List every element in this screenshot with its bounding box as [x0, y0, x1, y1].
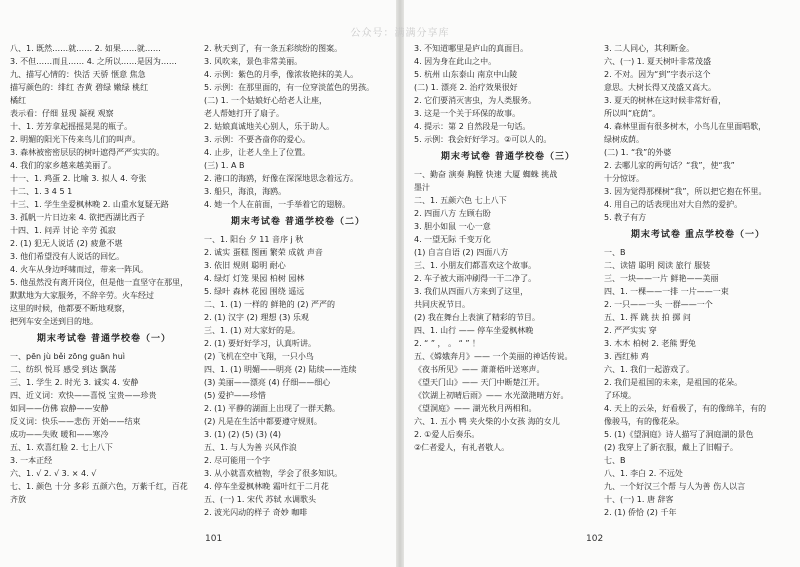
answer-line: (三) 1. A B — [204, 161, 245, 170]
answer-line: 八、1. 既然……就…… 2. 如果……就…… — [10, 44, 161, 53]
answer-line: 3. 他们希望没有人说话的回忆。 — [10, 252, 125, 261]
answer-line: 十一、1. 鸡蛋 2. 比喻 3. 拟人 4. 夸张 — [10, 174, 147, 183]
answer-line: 一、勤奋 演奏 胸膛 快速 大厦 蜘蛛 挑战 — [414, 170, 558, 179]
answer-line: 3. 木木 柏树 2. 老熊 野兔 — [604, 339, 696, 348]
answer-line: 2. 不对。因为“到”字表示这个 — [604, 70, 711, 79]
answer-line: 表示看：仔细 显现 凝视 观察 — [10, 109, 114, 118]
answer-line: 3. 这是一个关于环保的故事。 — [414, 109, 521, 118]
answer-line: 2. 明媚的阳光下传来鸟儿们的叫声。 — [10, 135, 141, 144]
answer-line: 2. ①爱人后奏乐。 — [414, 430, 480, 439]
answer-line: 十、(一) 1. 唐 辞客 — [604, 495, 674, 504]
answer-line: 如同——仿佛 寂静——安静 — [10, 404, 109, 413]
answer-line: 3. 依旧 规则 聪明 耐心 — [204, 261, 286, 270]
answer-line: 3. 西红柿 鸡 — [604, 352, 649, 361]
answer-line: 反义词：快乐——悲伤 开始——结束 — [10, 417, 141, 426]
answer-line: 七、B — [604, 456, 626, 465]
answer-line: 八、1. 李白 2. 不远处 — [604, 469, 683, 478]
answer-line: 四、1. 山行 —— 停车坐爱枫林晚 — [414, 326, 534, 335]
answer-line: 4. 止步，让老人坐上了位置。 — [204, 148, 311, 157]
answer-line: 成功——失败 暖和——寒冷 — [10, 430, 109, 439]
answer-line: 二、1. (1) 一样的 鲜艳的 (2) 严严的 — [204, 300, 336, 309]
answer-line: 4. 绿灯 灯笼 果园 柏树 园林 — [204, 274, 305, 283]
answer-line: 五、《嫦娥奔月》—— 一个美丽的神话传说。 — [414, 352, 573, 361]
answer-line: 2. 我们是祖国的未来，是祖国的花朵。 — [604, 378, 743, 387]
answer-line: 绿树成荫。 — [604, 135, 644, 144]
answer-line: (二) 1. 漂亮 2. 治疗效果很好 — [414, 83, 518, 92]
answer-line: 2. (1) 犯无人说话 (2) 疲惫不堪 — [10, 239, 123, 248]
page-number-right: 102 — [586, 534, 604, 544]
answer-line: 2. (1) 汉字 (2) 理想 (3) 乐观 — [204, 313, 309, 322]
answer-line: 2. 它们要消灭害虫，为人类服务。 — [414, 96, 537, 105]
answer-line: 5. 杭州 山东泰山 南京中山陵 — [414, 70, 518, 79]
answer-line: 5. 教子有方 — [604, 213, 647, 222]
answer-column-2 — [204, 42, 392, 519]
answer-line: 一、1. 阳台 夕 11 音序 j 秋 — [204, 235, 304, 244]
answer-line: 3. 胆小如鼠 一心一意 — [414, 222, 491, 231]
answer-line: 2. 波光闪动的样子 奇妙 咖啡 — [204, 508, 308, 517]
answer-line: (二) 1. 一个姑娘好心给老人让座， — [204, 96, 327, 105]
answer-line: 《夜书所见》—— 萧萧梧叶送寒声。 — [414, 365, 545, 374]
answer-line: 3. 船只，海浪，海鸥。 — [204, 187, 287, 196]
section-heading: 期末考试卷 重点学校卷（一） — [630, 230, 766, 240]
answer-line: 4. 火车从身边呼啸而过，带来一阵风。 — [10, 265, 149, 274]
answer-line: 4. 因为身在此山之中。 — [414, 57, 497, 66]
answer-line: 2. 一只——一头 一群——一个 — [604, 300, 713, 309]
answer-line: 4. 示例：紫色的月季，像浓妆艳抹的美人。 — [204, 70, 359, 79]
answer-line: 齐放 — [10, 495, 26, 504]
answer-line: 《望洞庭》—— 湖光秋月两相和。 — [414, 404, 537, 413]
answer-line: 3. 夏天的树林在这时候非常好看， — [604, 96, 727, 105]
answer-line: 九、一个好汉三个帮 与人为善 伤人以言 — [604, 482, 746, 491]
answer-line: (2) 飞机在空中飞翔，一只小鸟 — [204, 352, 314, 361]
answer-column-1 — [10, 42, 198, 506]
answer-line: 4. 一望无际 千变万化 — [414, 235, 491, 244]
book-gutter — [396, 0, 404, 567]
answer-line: 3. 孤帆一片日边来 4. 欲把西湖比西子 — [10, 213, 145, 222]
answer-line: 六、(一) 1. 夏天树叶非常茂盛 — [604, 57, 711, 66]
answer-line: 3. 不知道哪里是庐山的真面目。 — [414, 44, 529, 53]
answer-line: 3. 不但……而且…… 4. 之所以……是因为…… — [10, 57, 177, 66]
answer-line: 3. 一本正经 — [10, 456, 53, 465]
answer-line: 5. 绿叶 森林 花园 围绕 遥远 — [204, 287, 305, 296]
answer-line: 2. 严严实实 穿 — [604, 326, 657, 335]
answer-line: 三、1. (1) 对大家好的是。 — [204, 326, 301, 335]
answer-line: 十分惊讶。 — [604, 174, 644, 183]
answer-line: 把列车安全送到目的地。 — [10, 317, 98, 326]
answer-line: (二) 1. “我”的外婆 — [604, 148, 672, 157]
answer-line: 3. 我们从四面八方来到了这里， — [414, 287, 529, 296]
answer-line: 十四、1. 问弄 讨论 辛劳 孤寂 — [10, 226, 116, 235]
answer-line: 5. 他虽然没有离开岗位，但是他一直坚守在那里， — [10, 278, 189, 287]
answer-line: 描写颜色的：绯红 杏黄 碧绿 嫩绿 桃红 — [10, 83, 149, 92]
answer-line: 4. 森林里面有很多树木，小鸟儿在里面唱歌， — [604, 122, 767, 131]
answer-line: 像骏马，有的像花朵。 — [604, 417, 684, 426]
answer-column-4 — [604, 42, 792, 519]
answer-line: 3. 森林被密密层层的树叶遮得严严实实的。 — [10, 148, 165, 157]
answer-line: 五、1. 欢喜红脸 2. 七上八下 — [10, 443, 113, 452]
answer-line: (3) 美丽——漂亮 (4) 仔细——细心 — [204, 378, 331, 387]
answer-line: ②仁者爱人，有礼者敬人。 — [414, 443, 510, 452]
answer-line: 墨汁 — [414, 183, 430, 192]
answer-line: 4. 天上的云朵，好看极了，有的像绵羊，有的 — [604, 404, 767, 413]
answer-line: 2. 去哪儿家的两句话？“我”，使“我” — [604, 161, 735, 170]
answer-line: 六、1. 我们一起游戏了。 — [604, 365, 695, 374]
answer-line: 3. 因为觉得那棵树“我”，所以把它抱在怀里。 — [604, 187, 767, 196]
answer-line: 默默地为大家服务，不辞辛劳。火车经过 — [10, 291, 154, 300]
answer-line: 4. 她一个人在前面，一手举着它的翅膀。 — [204, 200, 351, 209]
answer-line: 《饮湖上初晴后雨》—— 水光潋滟晴方好。 — [414, 391, 569, 400]
watermark: 公众号：满满分享库 — [350, 28, 450, 39]
answer-line: 六、1. 五小 鸭 夹火柴的小女孩 海的女儿 — [414, 417, 560, 426]
answer-line: 5. (1)《望洞庭》诗人描写了洞庭湖的景色 — [604, 430, 754, 439]
answer-column-3 — [414, 42, 602, 454]
answer-line: 5. 示例：我会好好学习。②可以人的。 — [414, 135, 552, 144]
page-number-left: 101 — [205, 534, 223, 544]
answer-line: 二、纺织 悦耳 感受 到达 飘荡 — [10, 365, 117, 374]
answer-line: 《望天门山》—— 天门中断楚江开。 — [414, 378, 545, 387]
answer-line: 二、读错 聪明 阅读 旅行 服装 — [604, 261, 711, 270]
answer-line: 四、1. (1) 明媚——明亮 (2) 陆续——连续 — [204, 365, 357, 374]
answer-line: 2. 秋天到了，有一条五彩缤纷的图案。 — [204, 44, 343, 53]
answer-line: 4. 停车坐爱枫林晚 霜叶红于二月花 — [204, 482, 329, 491]
answer-line: (1) 自言自语 (2) 四面八方 — [414, 248, 509, 257]
answer-line: (5) 爱护——珍惜 — [204, 391, 266, 400]
answer-line: 了环境。 — [604, 391, 636, 400]
answer-line: 三、一块——一片 鲜艳——美丽 — [604, 274, 719, 283]
answer-line: 2. 车子被大雨冲刷得一干二净了。 — [414, 274, 537, 283]
section-heading: 期末考试卷 普通学校卷（三） — [440, 152, 576, 162]
answer-line: 十、1. 芳芳拿起摇摇晃晃的瓶子。 — [10, 122, 133, 131]
answer-line: 四、近义词：欢快——喜悦 宝贵——珍贵 — [10, 391, 157, 400]
section-heading: 期末考试卷 普通学校卷（二） — [230, 217, 366, 227]
answer-line: 2. (1) 要好好学习，认真听讲。 — [204, 339, 317, 348]
answer-line: 2. 尽可能用一个字 — [204, 456, 271, 465]
answer-line: 五、1. 挥 跳 扶 拍 掷 问 — [604, 313, 691, 322]
answer-line: 5. 示例：在那里面的，有一位穿淡蓝色的男孩。 — [204, 83, 375, 92]
answer-line: 2. (1) 侨恰 (2) 千年 — [604, 508, 677, 517]
answer-line: 五、(一) 1. 宋代 苏轼 水调歌头 — [204, 495, 317, 504]
answer-line: 老人帮她打开了扇子。 — [204, 109, 284, 118]
answer-line: 三、1. 学生 2. 时光 3. 诚实 4. 安静 — [10, 378, 139, 387]
answer-line: 3. 示例：不要吝啬你的爱心。 — [204, 135, 311, 144]
answer-line: 2. 姑娘真诚地关心别人，乐于助人。 — [204, 122, 335, 131]
answer-line: 意思。大树长得又茂盛又高大。 — [604, 83, 716, 92]
answer-line: 五、1. 与人为善 兴风作浪 — [204, 443, 297, 452]
answer-line: 4. 提示：第 2 自然段是一句话。 — [414, 122, 531, 131]
answer-line: 2. 四面八方 左顾右盼 — [414, 209, 491, 218]
answer-line: 一、B — [604, 248, 626, 257]
answer-line: 十二、1. 3 4 5 1 — [10, 187, 73, 196]
answer-line: (2) 凡是在生活中都要遵守规则。 — [204, 417, 322, 426]
answer-line: 一、pēn jù běi zōng guān huì — [10, 352, 126, 361]
answer-line: 二、1. 五颜六色 七上八下 — [414, 196, 507, 205]
answer-line: 2. 诚实 蛋糕 图画 繁荣 成就 声音 — [204, 248, 323, 257]
answer-line: 4. 用自己的话表现出对大自然的爱护。 — [604, 200, 743, 209]
answer-line: 4. 我们的家乡越来越美丽了。 — [10, 161, 117, 170]
answer-line: 3. 从小就喜欢植物，学会了很多知识。 — [204, 469, 343, 478]
answer-line: 2. 港口的海鸥，好像在深深地思念着远方。 — [204, 174, 359, 183]
answer-line: (2) 我在舞台上表演了精彩的节目。 — [414, 313, 540, 322]
answer-line: 3. 风吹来，景色非常美丽。 — [204, 57, 303, 66]
answer-line: 九、描写心情的：快活 天骄 惬意 焦急 — [10, 70, 146, 79]
section-heading: 期末考试卷 普通学校卷（一） — [36, 334, 172, 344]
answer-line: 所以叫“庇荫”。 — [604, 109, 661, 118]
answer-line: 3. 二人同心，其利断金。 — [604, 44, 695, 53]
answer-line: 这里的时候，他都要不断地观察， — [10, 304, 130, 313]
answer-line: 七、1. 颜色 十分 多彩 五颜六色，万紫千红，百花 — [10, 482, 188, 491]
answer-line: 2. “ ” ， 。 “ ” ！ — [414, 339, 481, 348]
answer-line: 六、1. √ 2. √ 3. × 4. √ — [10, 469, 97, 478]
answer-line: (2) 我穿上了新衣服，戴上了旧帽子。 — [604, 443, 738, 452]
answer-line: 橘红 — [10, 96, 26, 105]
answer-line: 四、1. 一棵——一排 一片——一束 — [604, 287, 729, 296]
answer-line: 共同庆祝节日。 — [414, 300, 470, 309]
answer-line: 三、1. 小朋友们都喜欢这个故事。 — [414, 261, 537, 270]
answer-line: 2. (1) 平静的湖面上出现了一群天鹅。 — [204, 404, 341, 413]
answer-line: 十三、1. 学生坐爱枫林晚 2. 山重水复疑无路 — [10, 200, 169, 209]
answer-line: 3. (1) (2) (5) (3) (4) — [204, 430, 282, 439]
